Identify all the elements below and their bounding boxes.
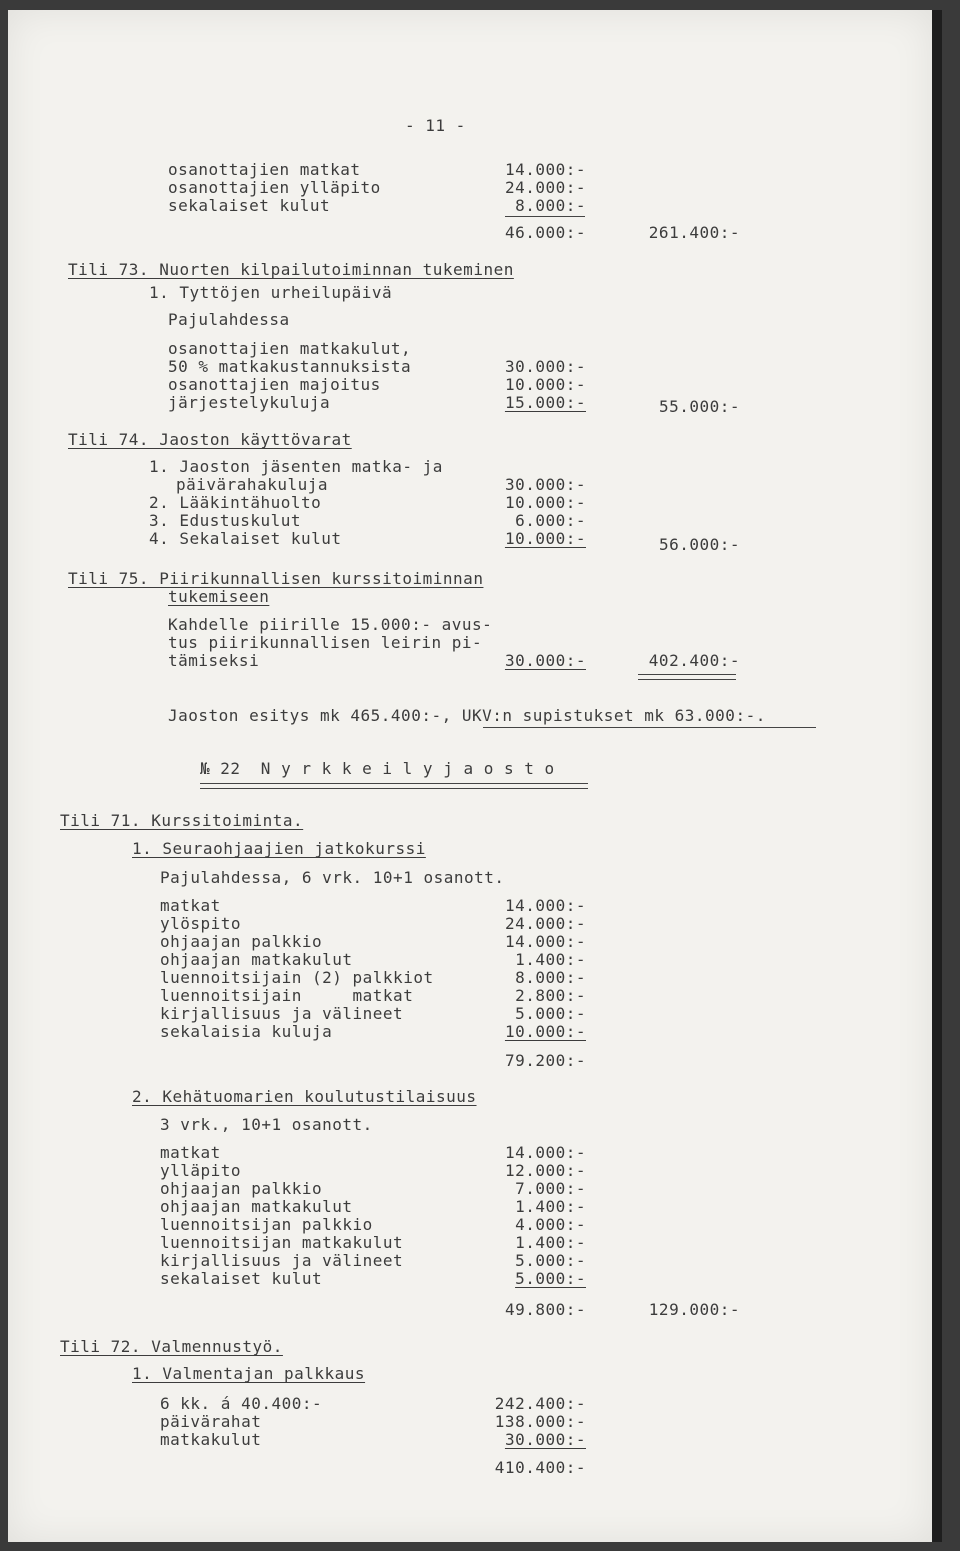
line-label: matkat — [160, 1143, 221, 1162]
subtotal-amount: 79.200:- — [504, 1051, 586, 1070]
line-amount: 242.400:- — [494, 1394, 586, 1413]
account-heading: Tili 72. Valmennustyö. — [60, 1337, 283, 1356]
course-title: 1. Seuraohjaajien jatkokurssi — [132, 839, 426, 858]
grand-total-amount: 402.400:- — [648, 651, 740, 670]
line-amount: 1.400:- — [515, 1197, 586, 1216]
line-label: 4. Sekalaiset kulut — [149, 529, 342, 548]
underline-rule — [483, 727, 816, 728]
line-label: sekalaiset kulut — [168, 196, 331, 215]
line-amount: 30.000:- — [504, 357, 586, 376]
sum-rule — [505, 216, 585, 217]
line-label: osanottajien ylläpito — [168, 178, 381, 197]
line-amount: 14.000:- — [504, 160, 586, 179]
line-amount: 5.000:- — [515, 1251, 586, 1270]
total-amount: 261.400:- — [648, 223, 740, 242]
line-label: 50 % matkakustannuksista — [168, 357, 412, 376]
line-amount: 138.000:- — [494, 1412, 586, 1431]
line-label: ohjaajan palkkio — [160, 1179, 323, 1198]
line-amount: 10.000:- — [504, 1022, 586, 1041]
line-label: 6 kk. á 40.400:- — [160, 1394, 323, 1413]
proposal-line: Jaoston esitys mk 465.400:-, UKV:n supistukset mk 63.000:-. — [168, 706, 766, 725]
line-amount: 1.400:- — [515, 950, 586, 969]
line-label: osanottajien matkat — [168, 160, 361, 179]
line-label: 2. Lääkintähuolto — [149, 493, 322, 512]
line-amount: 14.000:- — [504, 896, 586, 915]
line-label: matkakulut — [160, 1430, 262, 1449]
subtotal-amount: 49.800:- — [504, 1300, 586, 1319]
line-amount: 12.000:- — [504, 1161, 586, 1180]
line-amount: 10.000:- — [504, 493, 586, 512]
line-label: järjestelykuluja — [168, 393, 331, 412]
account-heading: Tili 75. Piirikunnallisen kurssitoiminnan — [68, 569, 484, 588]
course-subtitle: 3 vrk., 10+1 osanott. — [160, 1115, 373, 1134]
line-label: matkat — [160, 896, 221, 915]
line-label: päivärahakuluja — [176, 475, 328, 494]
line-label: tus piirikunnallisen leirin pi- — [168, 633, 483, 652]
line-amount: 2.800:- — [515, 986, 586, 1005]
line-label: ohjaajan matkakulut — [160, 950, 353, 969]
line-amount: 30.000:- — [504, 651, 586, 670]
line-amount: 5.000:- — [515, 1269, 586, 1288]
line-label: sekalaiset kulut — [160, 1269, 323, 1288]
line-label: ohjaajan palkkio — [160, 932, 323, 951]
line-amount: 14.000:- — [504, 1143, 586, 1162]
section-title: № 22 N y r k k e i l y j a o s t o — [200, 759, 555, 778]
double-rule — [200, 783, 588, 789]
subtotal-amount: 46.000:- — [504, 223, 586, 242]
line-label: sekalaisia kuluja — [160, 1022, 333, 1041]
line-label: luennoitsijain matkat — [160, 986, 414, 1005]
line-amount: 6.000:- — [515, 511, 586, 530]
line-amount: 5.000:- — [515, 1004, 586, 1023]
total-amount: 55.000:- — [658, 397, 740, 416]
line-amount: 7.000:- — [515, 1179, 586, 1198]
account-heading: Tili 71. Kurssitoiminta. — [60, 811, 304, 830]
line-amount: 30.000:- — [504, 1430, 586, 1449]
double-rule — [638, 674, 736, 680]
document-page — [8, 10, 942, 1542]
line-amount: 1.400:- — [515, 1233, 586, 1252]
item-title: 1. Tyttöjen urheilupäivä — [149, 283, 393, 302]
line-amount: 24.000:- — [504, 178, 586, 197]
account-heading: Tili 73. Nuorten kilpailutoiminnan tukeminen — [68, 260, 514, 279]
line-amount: 8.000:- — [515, 196, 586, 215]
course-title: 2. Kehätuomarien koulutustilaisuus — [132, 1087, 477, 1106]
line-amount: 30.000:- — [504, 475, 586, 494]
page-number: - 11 - — [405, 116, 466, 135]
line-amount: 24.000:- — [504, 914, 586, 933]
line-label: päivärahat — [160, 1412, 262, 1431]
course-subtitle: Pajulahdessa, 6 vrk. 10+1 osanott. — [160, 868, 505, 887]
line-label: luennoitsijain (2) palkkiot — [160, 968, 434, 987]
line-label: 1. Jaoston jäsenten matka- ja — [149, 457, 443, 476]
line-label: luennoitsijan palkkio — [160, 1215, 373, 1234]
total-amount: 56.000:- — [658, 535, 740, 554]
line-amount: 10.000:- — [504, 375, 586, 394]
line-label: 3. Edustuskulut — [149, 511, 301, 530]
line-amount: 8.000:- — [515, 968, 586, 987]
line-label: osanottajien majoitus — [168, 375, 381, 394]
line-label: kirjallisuus ja välineet — [160, 1251, 404, 1270]
line-amount: 14.000:- — [504, 932, 586, 951]
line-amount: 15.000:- — [504, 393, 586, 412]
line-label: tämiseksi — [168, 651, 260, 670]
line-label: ylläpito — [160, 1161, 242, 1180]
account-heading: tukemiseen — [168, 587, 270, 606]
line-label: ylöspito — [160, 914, 242, 933]
account-heading: Tili 74. Jaoston käyttövarat — [68, 430, 352, 449]
line-label: kirjallisuus ja välineet — [160, 1004, 404, 1023]
item-title: 1. Valmentajan palkkaus — [132, 1364, 366, 1383]
line-label: Kahdelle piirille 15.000:- avus- — [168, 615, 493, 634]
line-amount: 10.000:- — [504, 529, 586, 548]
line-label: ohjaajan matkakulut — [160, 1197, 353, 1216]
item-place: Pajulahdessa — [168, 310, 290, 329]
subtotal-amount: 410.400:- — [494, 1458, 586, 1477]
total-amount: 129.000:- — [648, 1300, 740, 1319]
line-amount: 4.000:- — [515, 1215, 586, 1234]
line-label: luennoitsijan matkakulut — [160, 1233, 404, 1252]
line-label: osanottajien matkakulut, — [168, 339, 412, 358]
